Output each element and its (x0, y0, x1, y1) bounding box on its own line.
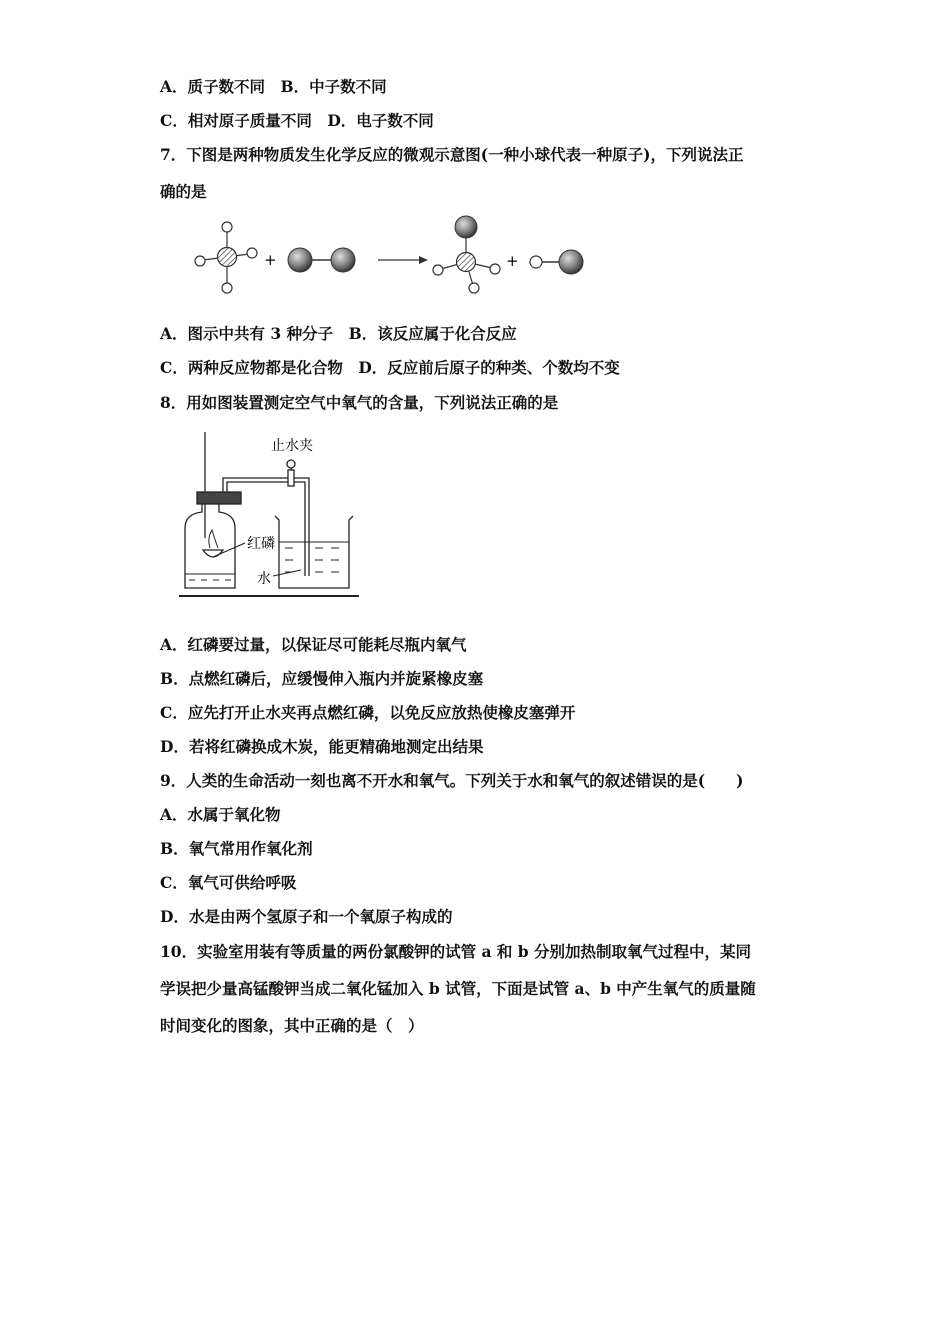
q9-option-a: A．水属于氧化物 (160, 805, 281, 824)
q8-option-b: B．点燃红磷后，应缓慢伸入瓶内并旋紧橡皮塞 (160, 669, 484, 688)
q8-option-c: C．应先打开止水夹再点燃红磷，以免反应放热使橡皮塞弹开 (160, 703, 576, 722)
label-water: 水 (257, 571, 271, 587)
q6-options-line2: C．相对原子质量不同 D．电子数不同 (160, 111, 434, 130)
apparatus-diagram (175, 428, 365, 603)
q8-stem: 8．用如图装置测定空气中氧气的含量，下列说法正确的是 (160, 393, 559, 412)
reaction-arrow (378, 256, 428, 264)
product-molecule-1 (433, 216, 500, 293)
q8-option-d: D．若将红磷换成木炭，能更精确地测定出结果 (160, 737, 484, 756)
q10-stem-line3: 时间变化的图象，其中正确的是（ ） (160, 1016, 424, 1035)
product-molecule-2 (530, 250, 583, 274)
q9-stem: 9．人类的生命活动一刻也离不开水和氧气。下列关于水和氧气的叙述错误的是( ) (160, 771, 744, 790)
q9-option-d: D．水是由两个氢原子和一个氧原子构成的 (160, 907, 453, 926)
q7-options-line1: A．图示中共有 3 种分子 B．该反应属于化合反应 (160, 324, 517, 343)
label-red-phosphorus: 红磷 (247, 536, 275, 552)
reactant-molecule-2 (288, 248, 355, 272)
q8-option-a: A．红磷要过量，以保证尽可能耗尽瓶内氧气 (160, 635, 467, 654)
plus-sign-1: + (264, 251, 277, 269)
q9-option-b: B．氧气常用作氧化剂 (160, 839, 313, 858)
reactant-molecule-1 (195, 222, 257, 293)
q7-options-line2: C．两种反应物都是化合物 D．反应前后原子的种类、个数均不变 (160, 358, 620, 377)
q10-stem-line2: 学误把少量高锰酸钾当成二氧化锰加入 b 试管，下面是试管 a、b 中产生氧气的质量随 (160, 979, 756, 998)
plus-sign-2: + (506, 252, 519, 270)
q10-stem-line1: 10．实验室用装有等质量的两份氯酸钾的试管 a 和 b 分别加热制取氧气过程中，某同 (160, 942, 752, 961)
label-water-clamp: 止水夹 (271, 438, 313, 454)
q7-stem-line1: 7．下图是两种物质发生化学反应的微观示意图(一种小球代表一种原子)，下列说法正 (160, 145, 744, 164)
q7-stem-line2: 确的是 (160, 182, 207, 201)
reaction-diagram (190, 212, 600, 302)
q6-options-line1: A．质子数不同 B．中子数不同 (160, 77, 387, 96)
q9-option-c: C．氧气可供给呼吸 (160, 873, 297, 892)
